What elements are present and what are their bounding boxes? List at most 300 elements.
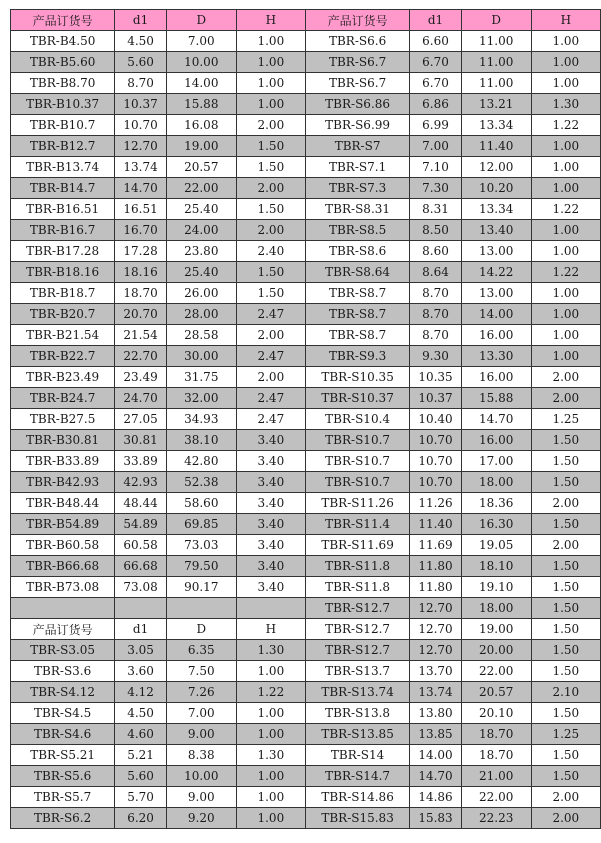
left-cell: TBR-S5.6 xyxy=(11,766,115,787)
right-cell: 8.50 xyxy=(410,220,462,241)
left-cell: 7.26 xyxy=(166,682,236,703)
header-cell-D: D xyxy=(166,10,236,31)
left-cell: 90.17 xyxy=(166,577,236,598)
left-cell: 1.50 xyxy=(236,262,305,283)
right-cell: 7.30 xyxy=(410,178,462,199)
left-cell: 48.44 xyxy=(115,493,167,514)
right-cell: 11.00 xyxy=(461,73,531,94)
right-cell: 8.70 xyxy=(410,325,462,346)
left-cell: TBR-B24.7 xyxy=(11,388,115,409)
left-cell: TBR-B21.54 xyxy=(11,325,115,346)
left-cell: 1.00 xyxy=(236,31,305,52)
table-row xyxy=(11,619,601,640)
right-cell: 12.70 xyxy=(410,598,462,619)
right-cell: TBR-S6.7 xyxy=(305,52,409,73)
blank-cell xyxy=(236,598,305,619)
right-cell: 1.50 xyxy=(531,661,600,682)
left-cell: 69.85 xyxy=(166,514,236,535)
right-cell: 13.21 xyxy=(461,94,531,115)
subheader-cell: H xyxy=(236,619,305,640)
left-cell: TBR-S4.5 xyxy=(11,703,115,724)
right-cell: 12.70 xyxy=(410,640,462,661)
left-cell: 2.00 xyxy=(236,220,305,241)
right-cell: 1.00 xyxy=(531,220,600,241)
left-cell: 1.00 xyxy=(236,73,305,94)
right-cell: TBR-S6.99 xyxy=(305,115,409,136)
left-cell: 66.68 xyxy=(115,556,167,577)
right-cell: 18.00 xyxy=(461,472,531,493)
right-cell: TBR-S7.3 xyxy=(305,178,409,199)
left-cell: 38.10 xyxy=(166,430,236,451)
left-cell: 21.54 xyxy=(115,325,167,346)
table-row xyxy=(11,514,601,535)
right-cell: 1.22 xyxy=(531,262,600,283)
right-cell: 14.22 xyxy=(461,262,531,283)
right-cell: TBR-S14.86 xyxy=(305,787,409,808)
table-row xyxy=(11,409,601,430)
left-cell: 42.80 xyxy=(166,451,236,472)
left-cell: 31.75 xyxy=(166,367,236,388)
right-cell: 19.05 xyxy=(461,535,531,556)
left-cell: 3.40 xyxy=(236,514,305,535)
right-cell: 2.00 xyxy=(531,388,600,409)
right-cell: 13.80 xyxy=(410,703,462,724)
left-cell: TBR-S3.6 xyxy=(11,661,115,682)
left-cell: TBR-B54.89 xyxy=(11,514,115,535)
right-cell: TBR-S13.7 xyxy=(305,661,409,682)
right-cell: 1.00 xyxy=(531,31,600,52)
left-cell: 18.16 xyxy=(115,262,167,283)
left-cell: 33.89 xyxy=(115,451,167,472)
header-cell-H: H xyxy=(236,10,305,31)
right-cell: 1.00 xyxy=(531,346,600,367)
right-cell: 18.36 xyxy=(461,493,531,514)
left-cell: 9.00 xyxy=(166,787,236,808)
left-cell: 20.70 xyxy=(115,304,167,325)
left-cell: 22.70 xyxy=(115,346,167,367)
right-cell: 1.50 xyxy=(531,745,600,766)
right-cell: 20.10 xyxy=(461,703,531,724)
right-cell: 2.10 xyxy=(531,682,600,703)
header-cell-D: D xyxy=(461,10,531,31)
right-cell: 6.60 xyxy=(410,31,462,52)
left-cell: TBR-B48.44 xyxy=(11,493,115,514)
table-row xyxy=(11,304,601,325)
right-cell: 1.50 xyxy=(531,451,600,472)
left-cell: 10.37 xyxy=(115,94,167,115)
right-cell: TBR-S6.6 xyxy=(305,31,409,52)
left-cell: 1.50 xyxy=(236,283,305,304)
table-row xyxy=(11,472,601,493)
left-cell: TBR-B22.7 xyxy=(11,346,115,367)
product-spec-table xyxy=(10,9,601,829)
table-row xyxy=(11,31,601,52)
table-row xyxy=(11,766,601,787)
left-cell: TBR-S5.7 xyxy=(11,787,115,808)
left-cell: 17.28 xyxy=(115,241,167,262)
blank-cell xyxy=(11,598,115,619)
right-cell: 1.22 xyxy=(531,115,600,136)
left-cell: TBR-B20.7 xyxy=(11,304,115,325)
right-cell: TBR-S13.8 xyxy=(305,703,409,724)
left-cell: 3.40 xyxy=(236,472,305,493)
right-cell: TBR-S14 xyxy=(305,745,409,766)
right-cell: 1.50 xyxy=(531,619,600,640)
left-cell: TBR-B18.16 xyxy=(11,262,115,283)
table-row xyxy=(11,577,601,598)
right-cell: TBR-S10.37 xyxy=(305,388,409,409)
left-cell: 22.00 xyxy=(166,178,236,199)
left-cell: 1.22 xyxy=(236,682,305,703)
left-cell: 9.00 xyxy=(166,724,236,745)
left-cell: 20.57 xyxy=(166,157,236,178)
header-cell-d1: d1 xyxy=(115,10,167,31)
right-cell: 1.22 xyxy=(531,199,600,220)
table-row xyxy=(11,661,601,682)
table-row xyxy=(11,535,601,556)
left-cell: TBR-B73.08 xyxy=(11,577,115,598)
left-cell: 2.47 xyxy=(236,304,305,325)
right-cell: 1.00 xyxy=(531,157,600,178)
left-cell: 8.38 xyxy=(166,745,236,766)
left-cell: TBR-S3.05 xyxy=(11,640,115,661)
right-cell: TBR-S14.7 xyxy=(305,766,409,787)
right-cell: 13.74 xyxy=(410,682,462,703)
right-cell: 18.00 xyxy=(461,598,531,619)
right-cell: TBR-S8.7 xyxy=(305,304,409,325)
right-cell: 13.40 xyxy=(461,220,531,241)
right-cell: 1.00 xyxy=(531,52,600,73)
header-cell-d1: d1 xyxy=(410,10,462,31)
table-row xyxy=(11,787,601,808)
left-cell: TBR-B23.49 xyxy=(11,367,115,388)
left-cell: 2.00 xyxy=(236,178,305,199)
table-row xyxy=(11,94,601,115)
right-cell: 14.70 xyxy=(410,766,462,787)
left-cell: 3.60 xyxy=(115,661,167,682)
table-body xyxy=(11,10,601,829)
left-cell: 4.50 xyxy=(115,703,167,724)
right-cell: 13.70 xyxy=(410,661,462,682)
right-cell: 16.00 xyxy=(461,430,531,451)
header-cell-part-no: 产品订货号 xyxy=(11,10,115,31)
right-cell: 8.64 xyxy=(410,262,462,283)
left-cell: TBR-B5.60 xyxy=(11,52,115,73)
right-cell: 6.70 xyxy=(410,52,462,73)
left-cell: 16.70 xyxy=(115,220,167,241)
right-cell: 2.00 xyxy=(531,367,600,388)
right-cell: 19.10 xyxy=(461,577,531,598)
left-cell: 10.00 xyxy=(166,52,236,73)
left-cell: 3.40 xyxy=(236,556,305,577)
right-cell: 1.00 xyxy=(531,325,600,346)
right-cell: 6.99 xyxy=(410,115,462,136)
left-cell: 4.60 xyxy=(115,724,167,745)
right-cell: 1.50 xyxy=(531,598,600,619)
right-cell: 2.00 xyxy=(531,493,600,514)
left-cell: 14.70 xyxy=(115,178,167,199)
right-cell: 1.50 xyxy=(531,514,600,535)
right-cell: TBR-S12.7 xyxy=(305,640,409,661)
table-row xyxy=(11,598,601,619)
left-cell: TBR-B27.5 xyxy=(11,409,115,430)
right-cell: 22.23 xyxy=(461,808,531,829)
right-cell: 10.35 xyxy=(410,367,462,388)
right-cell: 20.57 xyxy=(461,682,531,703)
left-cell: 1.00 xyxy=(236,661,305,682)
right-cell: 14.00 xyxy=(461,304,531,325)
right-cell: 11.40 xyxy=(410,514,462,535)
right-cell: 18.70 xyxy=(461,745,531,766)
left-cell: 4.12 xyxy=(115,682,167,703)
left-cell: 3.40 xyxy=(236,451,305,472)
right-cell: 11.26 xyxy=(410,493,462,514)
right-cell: 9.30 xyxy=(410,346,462,367)
left-cell: 2.00 xyxy=(236,325,305,346)
right-cell: TBR-S13.74 xyxy=(305,682,409,703)
right-cell: TBR-S7.1 xyxy=(305,157,409,178)
header-cell-H: H xyxy=(531,10,600,31)
left-cell: 4.50 xyxy=(115,31,167,52)
table-row xyxy=(11,262,601,283)
right-cell: 1.50 xyxy=(531,640,600,661)
left-cell: 1.00 xyxy=(236,724,305,745)
right-cell: 10.70 xyxy=(410,430,462,451)
left-cell: 1.00 xyxy=(236,787,305,808)
right-cell: 8.70 xyxy=(410,283,462,304)
right-cell: 10.20 xyxy=(461,178,531,199)
left-cell: TBR-B33.89 xyxy=(11,451,115,472)
left-cell: 2.47 xyxy=(236,409,305,430)
right-cell: TBR-S12.7 xyxy=(305,619,409,640)
right-cell: 16.00 xyxy=(461,367,531,388)
left-cell: 52.38 xyxy=(166,472,236,493)
table-row xyxy=(11,367,601,388)
right-cell: 22.00 xyxy=(461,787,531,808)
left-cell: 30.00 xyxy=(166,346,236,367)
right-cell: 1.50 xyxy=(531,430,600,451)
left-cell: 25.40 xyxy=(166,199,236,220)
right-cell: 12.70 xyxy=(410,619,462,640)
left-cell: TBR-B66.68 xyxy=(11,556,115,577)
right-cell: 15.88 xyxy=(461,388,531,409)
right-cell: 16.30 xyxy=(461,514,531,535)
left-cell: 1.50 xyxy=(236,199,305,220)
left-cell: 28.00 xyxy=(166,304,236,325)
left-cell: TBR-B13.74 xyxy=(11,157,115,178)
right-cell: 10.37 xyxy=(410,388,462,409)
right-cell: 22.00 xyxy=(461,661,531,682)
right-cell: 19.00 xyxy=(461,619,531,640)
right-cell: 13.85 xyxy=(410,724,462,745)
left-cell: 14.00 xyxy=(166,73,236,94)
left-cell: 7.00 xyxy=(166,31,236,52)
right-cell: 1.00 xyxy=(531,241,600,262)
left-cell: 2.00 xyxy=(236,367,305,388)
left-cell: TBR-B16.51 xyxy=(11,199,115,220)
left-cell: 1.00 xyxy=(236,766,305,787)
left-cell: 1.50 xyxy=(236,136,305,157)
left-cell: TBR-B12.7 xyxy=(11,136,115,157)
right-cell: TBR-S8.64 xyxy=(305,262,409,283)
table-row xyxy=(11,157,601,178)
left-cell: 54.89 xyxy=(115,514,167,535)
table-row xyxy=(11,724,601,745)
left-cell: 3.40 xyxy=(236,535,305,556)
right-cell: 1.30 xyxy=(531,94,600,115)
right-cell: 13.30 xyxy=(461,346,531,367)
table-row xyxy=(11,178,601,199)
left-cell: 1.00 xyxy=(236,703,305,724)
left-cell: 23.80 xyxy=(166,241,236,262)
left-cell: 34.93 xyxy=(166,409,236,430)
left-cell: 2.47 xyxy=(236,388,305,409)
left-cell: 24.70 xyxy=(115,388,167,409)
left-cell: 3.40 xyxy=(236,493,305,514)
subheader-cell: D xyxy=(166,619,236,640)
right-cell: TBR-S11.8 xyxy=(305,556,409,577)
right-cell: 2.00 xyxy=(531,787,600,808)
table-row xyxy=(11,199,601,220)
left-cell: 32.00 xyxy=(166,388,236,409)
left-cell: 16.51 xyxy=(115,199,167,220)
right-cell: 1.00 xyxy=(531,178,600,199)
left-cell: TBR-B10.37 xyxy=(11,94,115,115)
right-cell: 2.00 xyxy=(531,535,600,556)
left-cell: 5.60 xyxy=(115,766,167,787)
right-cell: 18.70 xyxy=(461,724,531,745)
right-cell: TBR-S8.31 xyxy=(305,199,409,220)
left-cell: 8.70 xyxy=(115,73,167,94)
left-cell: 30.81 xyxy=(115,430,167,451)
right-cell: TBR-S10.7 xyxy=(305,451,409,472)
table-row xyxy=(11,283,601,304)
left-cell: 1.00 xyxy=(236,94,305,115)
header-cell-part-no: 产品订货号 xyxy=(305,10,409,31)
table-row xyxy=(11,808,601,829)
right-cell: TBR-S10.7 xyxy=(305,430,409,451)
right-cell: TBR-S9.3 xyxy=(305,346,409,367)
right-cell: 20.00 xyxy=(461,640,531,661)
right-cell: TBR-S10.35 xyxy=(305,367,409,388)
left-cell: 24.00 xyxy=(166,220,236,241)
left-cell: 3.40 xyxy=(236,577,305,598)
left-cell: 5.70 xyxy=(115,787,167,808)
right-cell: 11.00 xyxy=(461,52,531,73)
right-cell: 16.00 xyxy=(461,325,531,346)
left-cell: TBR-B16.7 xyxy=(11,220,115,241)
table-header-row xyxy=(11,10,601,31)
subheader-cell: 产品订货号 xyxy=(11,619,115,640)
right-cell: TBR-S12.7 xyxy=(305,598,409,619)
left-cell: 15.88 xyxy=(166,94,236,115)
left-cell: 58.60 xyxy=(166,493,236,514)
left-cell: 5.60 xyxy=(115,52,167,73)
table-row xyxy=(11,493,601,514)
right-cell: 15.83 xyxy=(410,808,462,829)
right-cell: 13.00 xyxy=(461,283,531,304)
left-cell: TBR-B10.7 xyxy=(11,115,115,136)
right-cell: TBR-S8.7 xyxy=(305,325,409,346)
left-cell: 13.74 xyxy=(115,157,167,178)
left-cell: 1.00 xyxy=(236,808,305,829)
right-cell: 1.00 xyxy=(531,73,600,94)
left-cell: 10.70 xyxy=(115,115,167,136)
right-cell: 11.80 xyxy=(410,556,462,577)
right-cell: TBR-S6.86 xyxy=(305,94,409,115)
left-cell: 9.20 xyxy=(166,808,236,829)
right-cell: 17.00 xyxy=(461,451,531,472)
right-cell: TBR-S11.8 xyxy=(305,577,409,598)
table-row xyxy=(11,556,601,577)
right-cell: 11.80 xyxy=(410,577,462,598)
right-cell: 7.00 xyxy=(410,136,462,157)
right-cell: 13.00 xyxy=(461,241,531,262)
left-cell: 2.00 xyxy=(236,115,305,136)
left-cell: 6.35 xyxy=(166,640,236,661)
right-cell: TBR-S8.6 xyxy=(305,241,409,262)
blank-cell xyxy=(166,598,236,619)
right-cell: 8.31 xyxy=(410,199,462,220)
right-cell: 1.50 xyxy=(531,766,600,787)
left-cell: 1.30 xyxy=(236,640,305,661)
left-cell: 7.50 xyxy=(166,661,236,682)
left-cell: TBR-S4.12 xyxy=(11,682,115,703)
subheader-cell: d1 xyxy=(115,619,167,640)
left-cell: TBR-B8.70 xyxy=(11,73,115,94)
right-cell: 1.50 xyxy=(531,703,600,724)
left-cell: 3.05 xyxy=(115,640,167,661)
right-cell: TBR-S8.7 xyxy=(305,283,409,304)
left-cell: 1.50 xyxy=(236,157,305,178)
left-cell: 27.05 xyxy=(115,409,167,430)
right-cell: TBR-S7 xyxy=(305,136,409,157)
right-cell: 8.70 xyxy=(410,304,462,325)
left-cell: TBR-B14.7 xyxy=(11,178,115,199)
table-row xyxy=(11,136,601,157)
left-cell: 26.00 xyxy=(166,283,236,304)
right-cell: TBR-S11.26 xyxy=(305,493,409,514)
right-cell: 12.00 xyxy=(461,157,531,178)
left-cell: 6.20 xyxy=(115,808,167,829)
left-cell: 60.58 xyxy=(115,535,167,556)
table-row xyxy=(11,430,601,451)
left-cell: 79.50 xyxy=(166,556,236,577)
left-cell: TBR-S5.21 xyxy=(11,745,115,766)
left-cell: 73.08 xyxy=(115,577,167,598)
table-row xyxy=(11,220,601,241)
left-cell: 42.93 xyxy=(115,472,167,493)
left-cell: 25.40 xyxy=(166,262,236,283)
right-cell: 14.00 xyxy=(410,745,462,766)
left-cell: 23.49 xyxy=(115,367,167,388)
right-cell: 10.70 xyxy=(410,451,462,472)
left-cell: TBR-B18.7 xyxy=(11,283,115,304)
right-cell: TBR-S13.85 xyxy=(305,724,409,745)
left-cell: 73.03 xyxy=(166,535,236,556)
right-cell: 1.25 xyxy=(531,724,600,745)
right-cell: 7.10 xyxy=(410,157,462,178)
left-cell: 7.00 xyxy=(166,703,236,724)
right-cell: 1.50 xyxy=(531,472,600,493)
blank-cell xyxy=(115,598,167,619)
left-cell: 3.40 xyxy=(236,430,305,451)
left-cell: TBR-B60.58 xyxy=(11,535,115,556)
right-cell: 21.00 xyxy=(461,766,531,787)
left-cell: 1.00 xyxy=(236,52,305,73)
table-row xyxy=(11,346,601,367)
left-cell: 2.47 xyxy=(236,346,305,367)
